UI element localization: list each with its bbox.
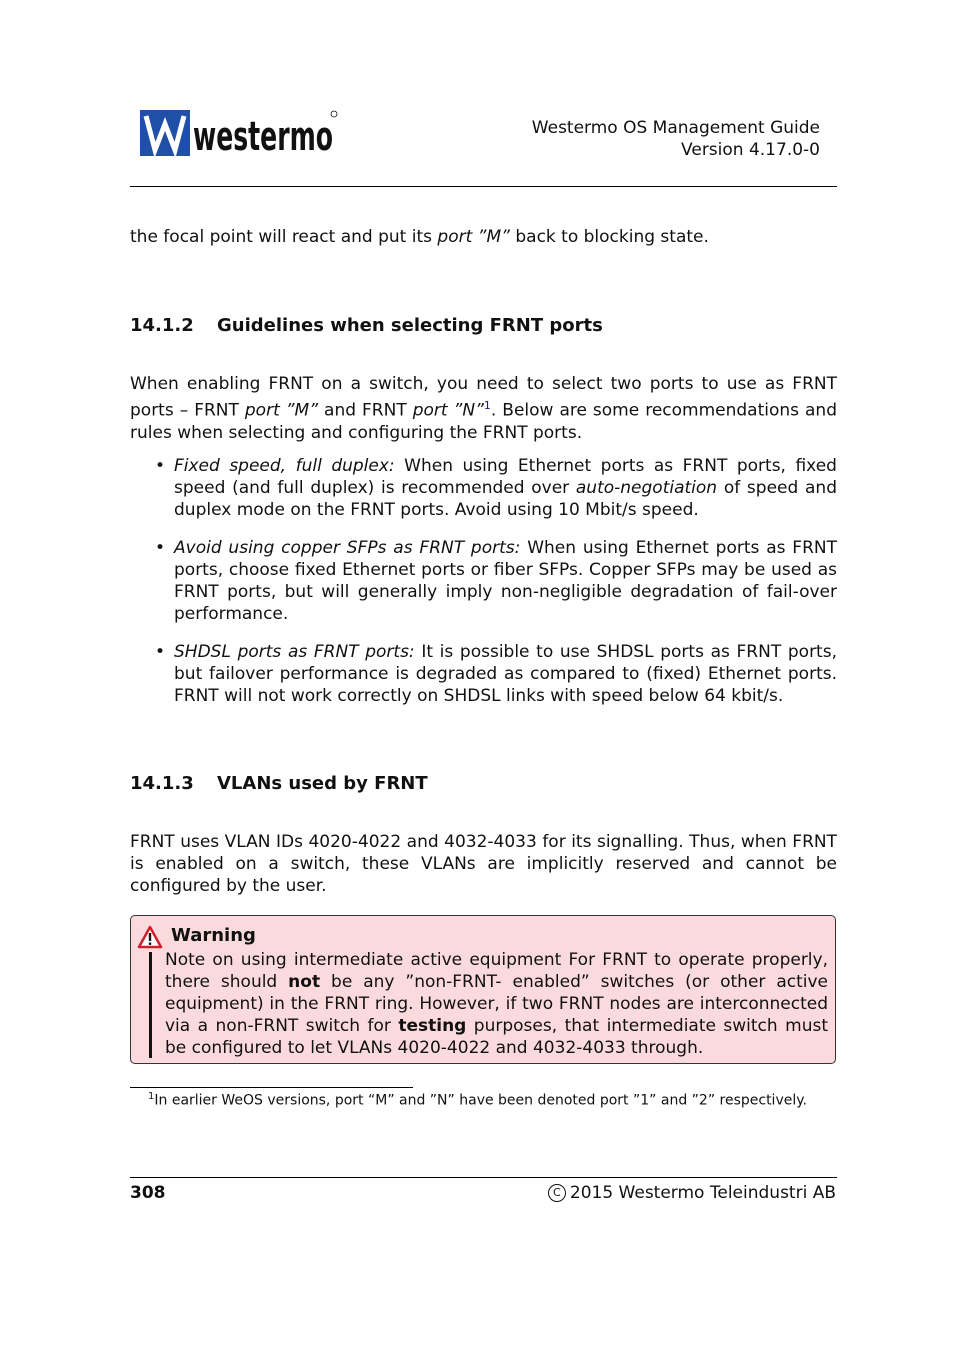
westermo-logo — [138, 108, 338, 158]
list-item: • SHDSL ports as FRNT ports: It is possible to use SHDSL ports as FRNT ports, but failover performance is degraded as compared to (fixed) Ethernet ports. FRNT will not work correctly on SHDSL links with speed below 64 kbit/s. — [155, 642, 837, 706]
warning-body: Note on using intermediate active equipment For FRNT to operate properly, there should not be any ”non-FRNT- enabled” switches (or other active equipment) in the FRNT ring. However, if two FRNT nodes are interconnected via a non-FRNT switch for testing purposes, that intermediate switch must be configured to let VLANs 4020-4022 and 4032-4033 through. — [165, 950, 829, 1058]
guide-title: Westermo OS Management Guide — [531, 118, 820, 138]
section-1413-paragraph: FRNT uses VLAN IDs 4020-4022 and 4032-4033 for its signalling. Thus, when FRNT is enabled on a switch, these VLANs are implicitly reserved and cannot be configured by the user. — [130, 832, 837, 896]
section-1412-paragraph: When enabling FRNT on a switch, you need to select two ports to use as FRNT ports – FRNT port ”M” and FRNT port ”N”$^1$. Below are some recommendations and rules when selecting and configuring the FRNT ports. — [130, 374, 837, 443]
section-heading-14-1-2: 14.1.2 Guidelines when selecting FRNT ports — [130, 315, 603, 336]
bullet-icon: • — [155, 538, 166, 558]
warning-bar — [149, 952, 152, 1058]
guidelines-list — [130, 455, 837, 723]
page-number: 308 — [130, 1183, 166, 1203]
footnote-rule — [130, 1087, 413, 1088]
warning-box — [130, 915, 836, 1064]
header-title-block — [532, 117, 820, 161]
list-item: • Fixed speed, full duplex: When using Ethernet ports as FRNT ports, fixed speed (and full duplex) is recommended over auto-negotiation of speed and duplex mode on the FRNT ports. Avoid using 10 Mbit/s speed. — [155, 456, 837, 520]
footnote: $^1$In earlier WeOS versions, port “M” and ”N” have been denoted port ”1” and ”2” respectively. — [148, 1091, 807, 1109]
section-heading-14-1-3: 14.1.3 VLANs used by FRNT — [130, 773, 428, 794]
guide-version: Version 4.17.0-0 — [681, 140, 820, 160]
footer-rule — [130, 1177, 837, 1178]
copyright: C 2015 Westermo Teleindustri AB — [548, 1183, 836, 1203]
westermo-logo-icon — [138, 108, 338, 158]
footnote-link[interactable]: 1 — [483, 399, 491, 412]
warning-icon — [137, 925, 163, 949]
list-item: • Avoid using copper SFPs as FRNT ports: When using Ethernet ports as FRNT ports, choose fixed Ethernet ports or fiber SFPs. Copper SFPs may be used as FRNT ports, but will generally imply non-negligible degradation of fail-over performance. — [155, 538, 837, 624]
warning-title: Warning — [171, 925, 256, 946]
header-rule — [130, 186, 837, 187]
bullet-icon: • — [155, 456, 166, 476]
copyright-icon: C — [548, 1184, 566, 1202]
intro-paragraph: the focal point will react and put its port ”M” back to blocking state. — [130, 227, 709, 247]
svg-text:westermo: westermo — [193, 114, 333, 160]
bullet-icon: • — [155, 642, 166, 662]
